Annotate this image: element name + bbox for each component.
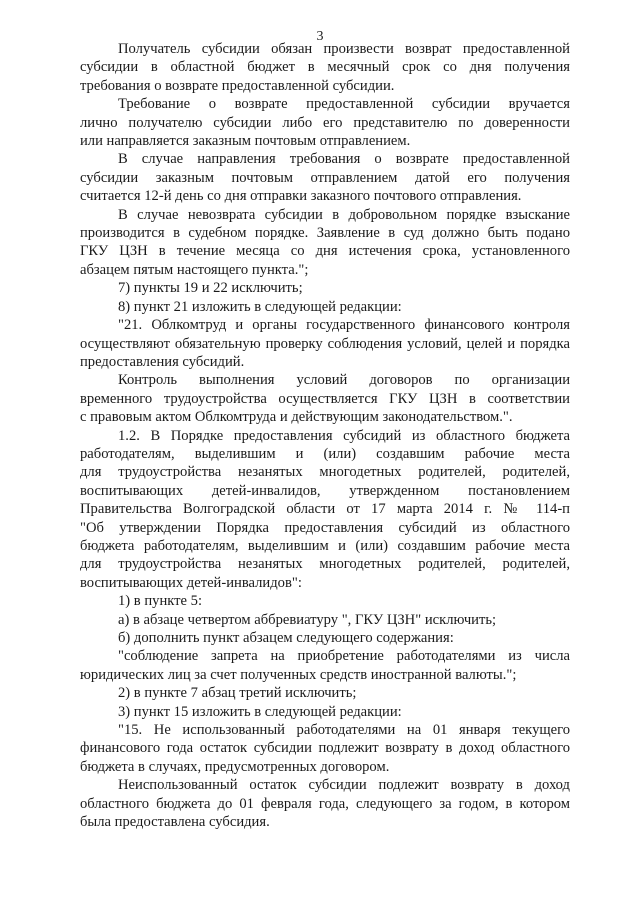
text-line: В случае направления требования о возврате предоставленной <box>118 151 570 168</box>
text-line: "21. Облкомтруд и органы государственного финансового контроля <box>118 317 570 334</box>
text-line: 1) в пункте 5: <box>118 593 203 610</box>
text-line: была предоставлена субсидия. <box>80 814 270 831</box>
paragraph <box>80 776 570 831</box>
text-line: В случае невозврата субсидии в добровольном порядке взыскание <box>118 206 570 223</box>
paragraph <box>80 592 570 610</box>
paragraph <box>80 629 570 647</box>
text-line: воспитывающих детей-инвалидов, утвержденном постановлением <box>80 482 570 499</box>
text-line: осуществляют обязательную проверку соблюдения условий, целей и порядка <box>80 335 570 352</box>
paragraph <box>80 703 570 721</box>
text-line: "соблюдение запрета на приобретение работодателями из числа <box>118 648 570 665</box>
paragraph <box>80 684 570 702</box>
paragraph <box>80 279 570 297</box>
text-line: 2) в пункте 7 абзац третий исключить; <box>118 685 357 702</box>
text-line: б) дополнить пункт абзацем следующего содержания: <box>118 630 454 646</box>
paragraph <box>80 40 570 95</box>
text-line: производится в судебном порядке. Заявление в суд должно быть подано <box>80 225 570 242</box>
paragraph <box>80 611 570 629</box>
text-line: "15. Не использованный работодателями на 01 января текущего <box>118 722 570 739</box>
text-line: или направляется заказным почтовым отправлением. <box>80 133 411 150</box>
paragraph <box>80 95 570 150</box>
paragraph <box>80 647 570 684</box>
text-line: для трудоустройства незанятых многодетных родителей, родителей, <box>80 556 570 573</box>
text-line: Контроль выполнения условий договоров по организации <box>118 372 570 389</box>
page-number: 3 <box>316 29 324 44</box>
paragraph <box>80 371 570 426</box>
text-line: предоставления субсидий. <box>80 353 245 370</box>
text-line: воспитывающих детей-инвалидов": <box>80 574 302 591</box>
text-line: областного бюджета до 01 февраля года, следующего за годом, в котором <box>80 795 570 812</box>
text-line: Получатель субсидии обязан произвести возврат предоставленной <box>118 41 570 57</box>
document-body <box>80 40 570 831</box>
text-line: бюджета работодателям, выделившим и (или) создавшим рабочие места <box>80 537 570 554</box>
text-line: 3) пункт 15 изложить в следующей редакции: <box>118 703 402 720</box>
text-line: требования о возврате предоставленной субсидии. <box>80 77 395 94</box>
paragraph <box>80 150 570 205</box>
text-line: "Об утверждении Порядка предоставления субсидий из областного <box>80 519 570 536</box>
paragraph <box>80 206 570 280</box>
paragraph <box>80 298 570 316</box>
text-line: абзацем пятым настоящего пункта."; <box>80 261 309 278</box>
text-line: а) в абзаце четвертом аббревиатуру ", ГКУ ЦЗН" исключить; <box>118 611 497 628</box>
text-line: считается 12-й день со дня отправки заказного почтового отправления. <box>80 188 522 205</box>
paragraph <box>80 316 570 371</box>
text-line: 8) пункт 21 изложить в следующей редакции: <box>118 298 402 315</box>
text-line: Неиспользованный остаток субсидии подлежит возврату в доход <box>118 777 570 794</box>
text-line: юридических лиц за счет полученных средств иностранной валюты."; <box>80 666 517 683</box>
text-line: 1.2. В Порядке предоставления субсидий из областного бюджета <box>118 427 570 444</box>
paragraph <box>80 427 570 593</box>
text-line: финансового года остаток субсидии подлежит возврату в доход областного <box>80 740 570 757</box>
text-line: работодателям, выделившим и (или) создавшим рабочие места <box>80 445 570 462</box>
text-line: для трудоустройства незанятых многодетных родителей, родителей, <box>80 464 570 481</box>
text-line: Требование о возврате предоставленной субсидии вручается <box>118 96 570 113</box>
text-line: лично получателю субсидии либо его представителю по доверенности <box>80 114 570 131</box>
text-line: временного трудоустройства осуществляется ГКУ ЦЗН в соответствии <box>80 390 570 407</box>
text-line: субсидии в областной бюджет в месячный срок со дня получения <box>80 59 570 76</box>
text-line: субсидии заказным почтовым отправлением датой его получения <box>80 169 570 186</box>
text-line: 7) пункты 19 и 22 исключить; <box>118 280 303 297</box>
text-line: Правительства Волгоградской области от 17 марта 2014 г. № 114-п <box>80 501 570 518</box>
text-line: с правовым актом Облкомтруда и действующим законодательством.". <box>80 409 513 426</box>
text-line: бюджета в случаях, предусмотренных договором. <box>80 758 390 775</box>
text-line: ГКУ ЦЗН в течение месяца со дня истечения срока, установленного <box>80 243 570 260</box>
paragraph <box>80 721 570 776</box>
